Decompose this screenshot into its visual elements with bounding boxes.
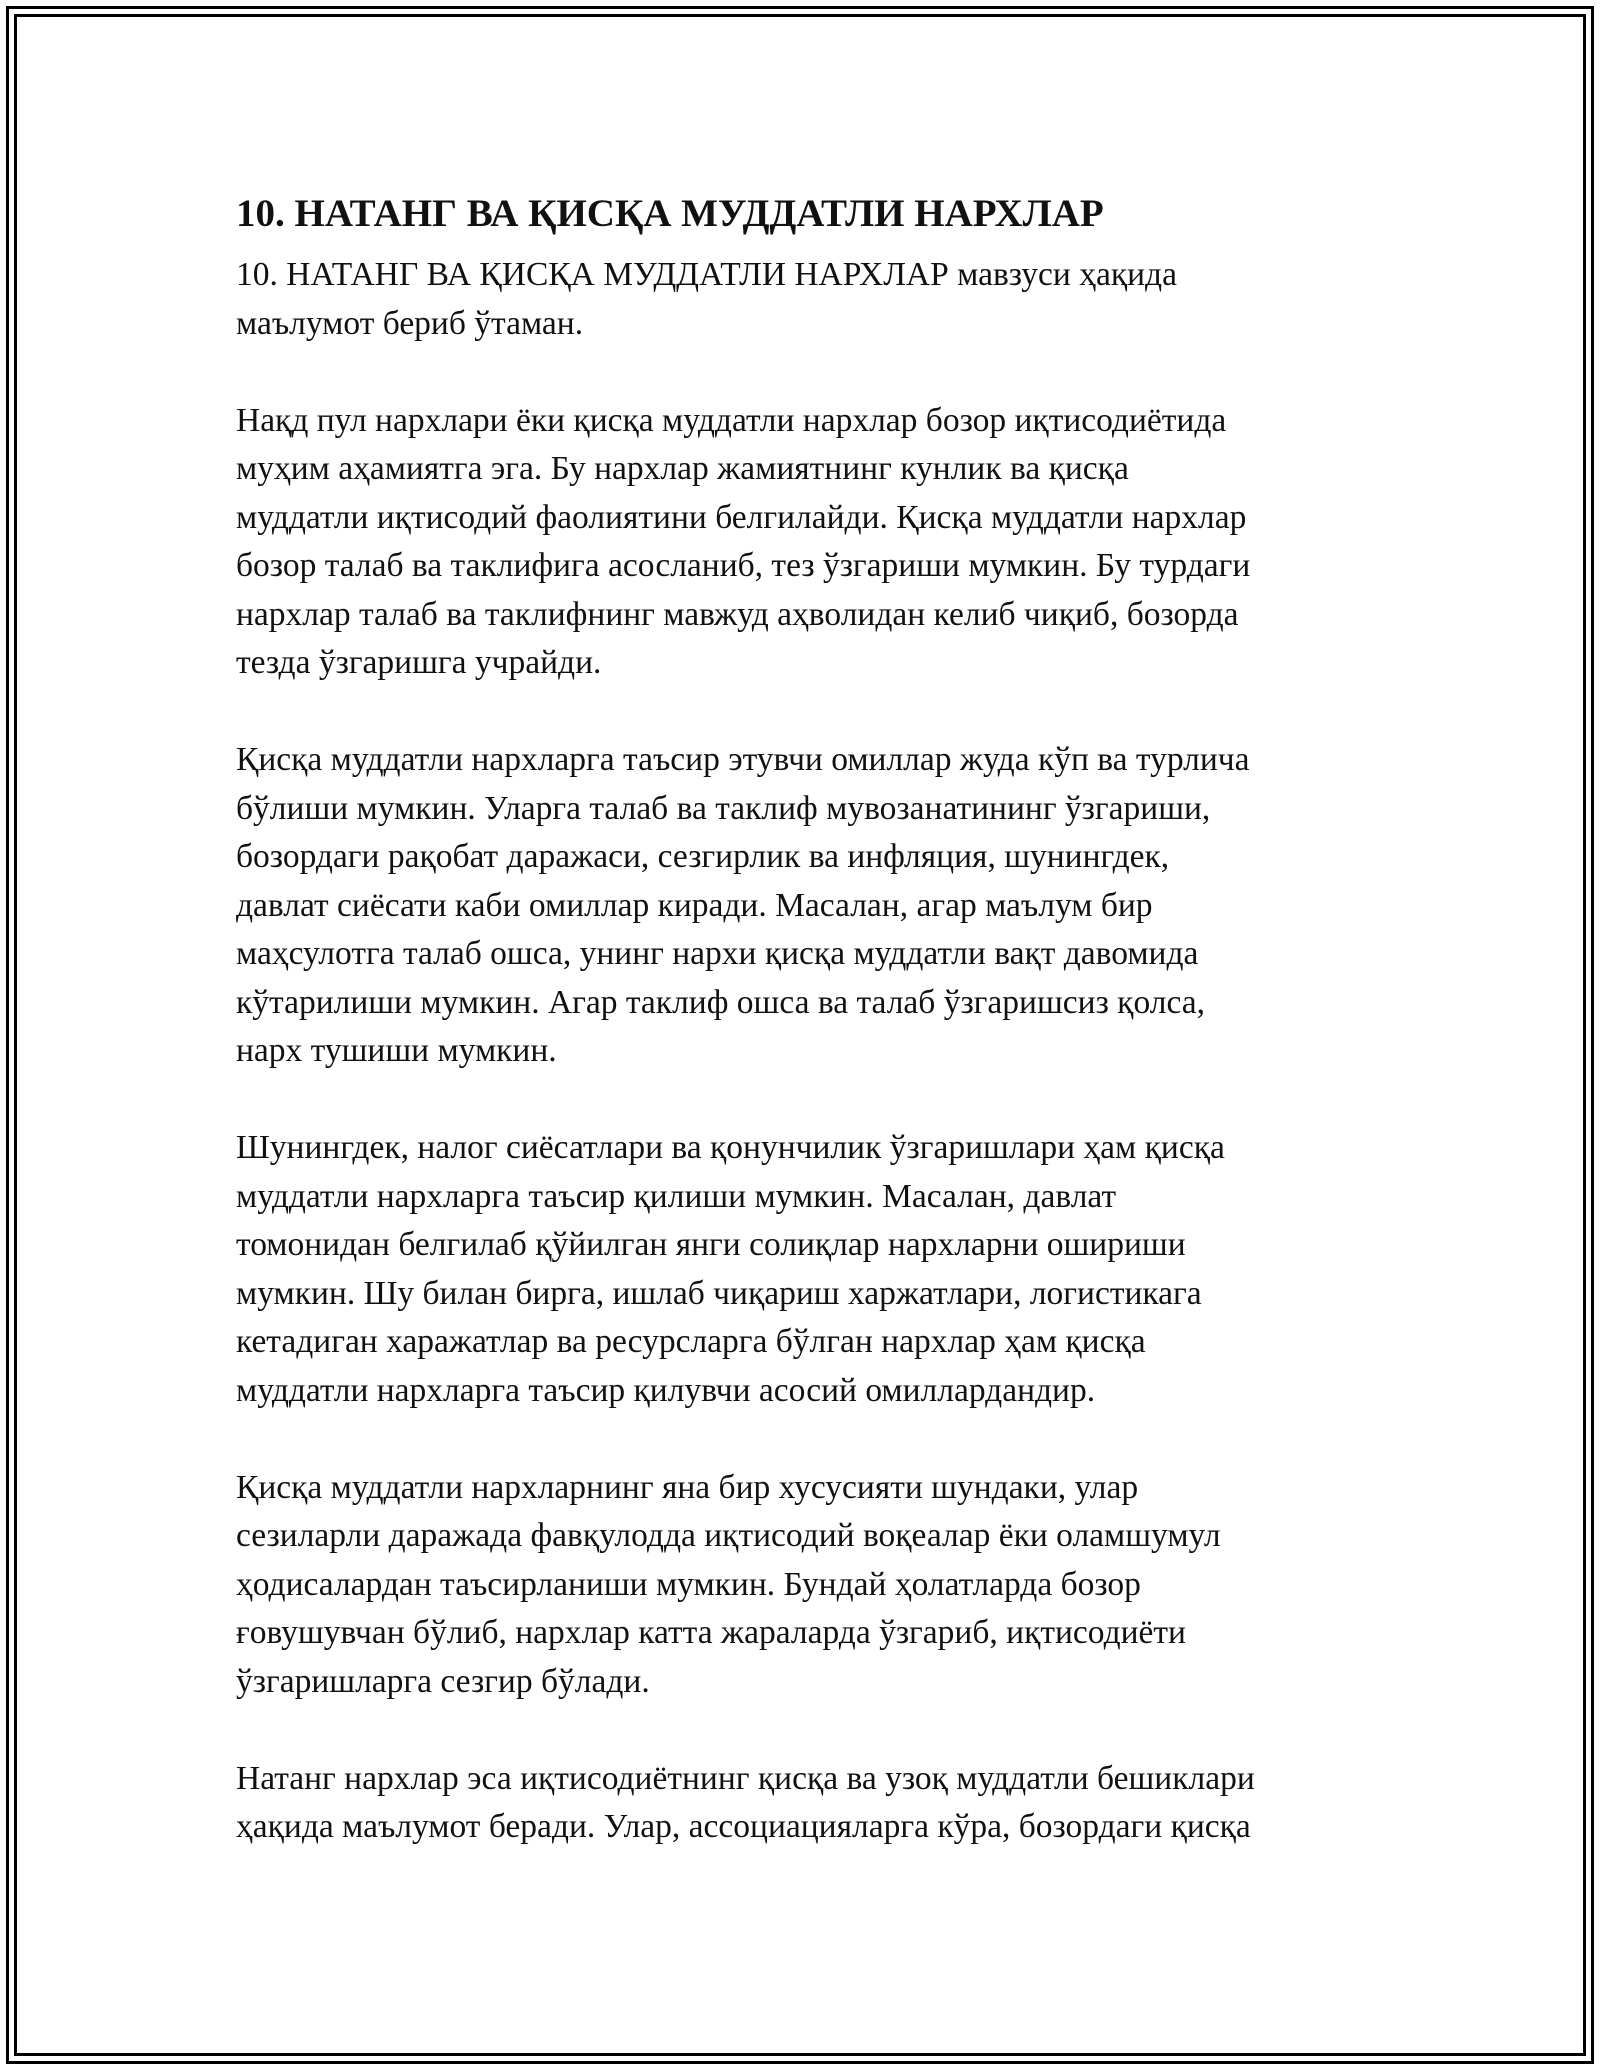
text-line: маҳсулотга талаб ошса, унинг нархи қисқа муддатли вақт давомида bbox=[236, 935, 1199, 972]
text-line: мумкин. Шу билан бирга, ишлаб чиқариш харжатлари, логистикага bbox=[236, 1274, 1202, 1312]
text-line: бозор талаб ва таклифига асосланиб, тез ўзгариши мумкин. Бу турдаги bbox=[236, 547, 1251, 584]
text-line: нархлар талаб ва таклифнинг мавжуд аҳволидан келиб чиқиб, бозорда bbox=[236, 595, 1239, 633]
text-line: ҳақида маълумот беради. Улар, ассоциацияларга кўра, бозордаги қисқа bbox=[236, 1808, 1251, 1845]
text-line: ғовушувчан бўлиб, нархлар катта жараларда ўзгариб, иқтисодиёти bbox=[236, 1614, 1186, 1651]
paragraph-extraordinary-events bbox=[236, 1464, 1376, 1707]
page-title: 10. НАТАНГ ВА ҚИСҚА МУДДАТЛИ НАРХЛАР bbox=[236, 192, 1104, 235]
text-line: Қисқа муддатли нархларга таъсир этувчи омиллар жуда кўп ва турлича bbox=[236, 741, 1250, 778]
paragraph-natang-prices bbox=[236, 1755, 1376, 1852]
paragraph-tax-policy bbox=[236, 1124, 1376, 1415]
text-line: бўлиши мумкин. Уларга талаб ва таклиф мувозанатининг ўзгариши, bbox=[236, 789, 1211, 827]
text-line: кўтарилиши мумкин. Агар таклиф ошса ва талаб ўзгаришсиз қолса, bbox=[236, 983, 1205, 1021]
text-line: тезда ўзгаришга учрайди. bbox=[236, 644, 602, 681]
text-line: Шунингдек, налог сиёсатлари ва қонунчилик ўзгаришлари ҳам қисқа bbox=[236, 1129, 1225, 1166]
text-line: муддатли нархларга таъсир қилиши мумкин. Масалан, давлат bbox=[236, 1177, 1117, 1215]
text-line: томонидан белгилаб қўйилган янги солиқлар нархларни ошириши bbox=[236, 1226, 1186, 1263]
paragraph-cash-prices bbox=[236, 397, 1376, 688]
text-line: 10. НАТАНГ ВА ҚИСҚА МУДДАТЛИ НАРХЛАР мавзуси ҳақида bbox=[236, 256, 1177, 293]
text-line: Натанг нархлар эса иқтисодиётнинг қисқа ва узоқ муддатли бешиклари bbox=[236, 1759, 1255, 1797]
text-line: Қисқа муддатли нархларнинг яна бир хусусияти шундаки, улар bbox=[236, 1468, 1139, 1506]
text-line: бозордаги рақобат даражаси, сезгирлик ва инфляция, шунингдек, bbox=[236, 838, 1170, 875]
text-line: сезиларли даражада фавқулодда иқтисодий воқеалар ёки оламшумул bbox=[236, 1517, 1221, 1554]
text-line: нарх тушиши мумкин. bbox=[236, 1032, 557, 1069]
text-line: муддатли нархларга таъсир қилувчи асосий омиллардандир. bbox=[236, 1371, 1096, 1409]
paragraph-intro bbox=[236, 251, 1376, 348]
text-line: кетадиган харажатлар ва ресурсларга бўлган нархлар ҳам қисқа bbox=[236, 1323, 1146, 1360]
text-line: муҳим аҳамиятга эга. Бу нархлар жамиятнинг кунлик ва қисқа bbox=[236, 450, 1129, 487]
text-line: давлат сиёсати каби омиллар киради. Масалан, агар маълум бир bbox=[236, 886, 1153, 924]
text-line: ҳодисалардан таъсирланиши мумкин. Бундай ҳолатларда бозор bbox=[236, 1565, 1141, 1603]
text-line: маълумот бериб ўтаман. bbox=[236, 304, 584, 342]
text-line: Нақд пул нархлари ёки қисқа муддатли нархлар бозор иқтисодиётида bbox=[236, 401, 1227, 439]
paragraph-factors bbox=[236, 736, 1376, 1076]
text-line: ўзгаришларга сезгир бўлади. bbox=[236, 1662, 650, 1700]
document-body bbox=[236, 185, 1376, 1900]
text-line: муддатли иқтисодий фаолиятини белгилайди. Қисқа муддатли нархлар bbox=[236, 498, 1247, 536]
